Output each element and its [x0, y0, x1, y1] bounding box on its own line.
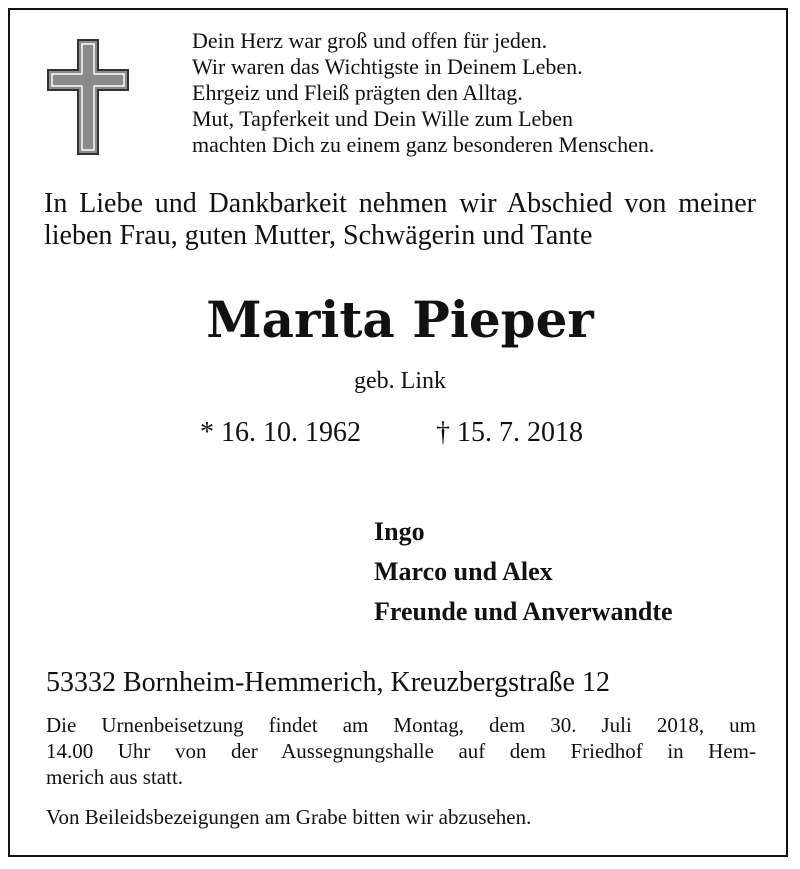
- poem-line: Mut, Tapferkeit und Dein Wille zum Leben: [192, 106, 574, 131]
- intro-text: In Liebe und Dankbarkeit nehmen wir Abschied von meiner lieben Frau, guten Mutter, Schwägerin und Tante: [44, 188, 756, 251]
- address: 53332 Bornheim-Hemmerich, Kreuzbergstraße 12: [46, 667, 610, 698]
- maiden-name: geb. Link: [354, 368, 446, 394]
- birth-date: * 16. 10. 1962: [200, 417, 361, 448]
- burial-line: 14.00 Uhr von der Aussegnungshalle auf dem Friedhof in Hem-: [46, 739, 756, 763]
- poem-line: Ehrgeiz und Fleiß prägten den Alltag.: [192, 80, 523, 105]
- condolence-note: Von Beileidsbezeigungen am Grabe bitten wir abzusehen.: [46, 805, 532, 829]
- mourner: Marco und Alex: [374, 557, 553, 586]
- poem: [192, 28, 654, 158]
- mourners-list: [374, 512, 673, 632]
- burial-line: merich aus statt.: [46, 765, 184, 789]
- poem-line: Dein Herz war groß und offen für jeden.: [192, 28, 548, 53]
- mourner: Freunde und Anverwandte: [374, 597, 673, 626]
- burial-line: Die Urnenbeisetzung findet am Montag, dem 30. Juli 2018, um: [46, 713, 756, 737]
- poem-line: Wir waren das Wichtigste in Deinem Leben.: [192, 54, 583, 79]
- burial-notice: [46, 712, 756, 790]
- death-date: † 15. 7. 2018: [436, 417, 583, 448]
- deceased-name: Marita Pieper: [206, 290, 594, 349]
- poem-line: machten Dich zu einem ganz besonderen Menschen.: [192, 132, 655, 157]
- mourner: Ingo: [374, 517, 425, 546]
- cross-icon: [46, 38, 130, 156]
